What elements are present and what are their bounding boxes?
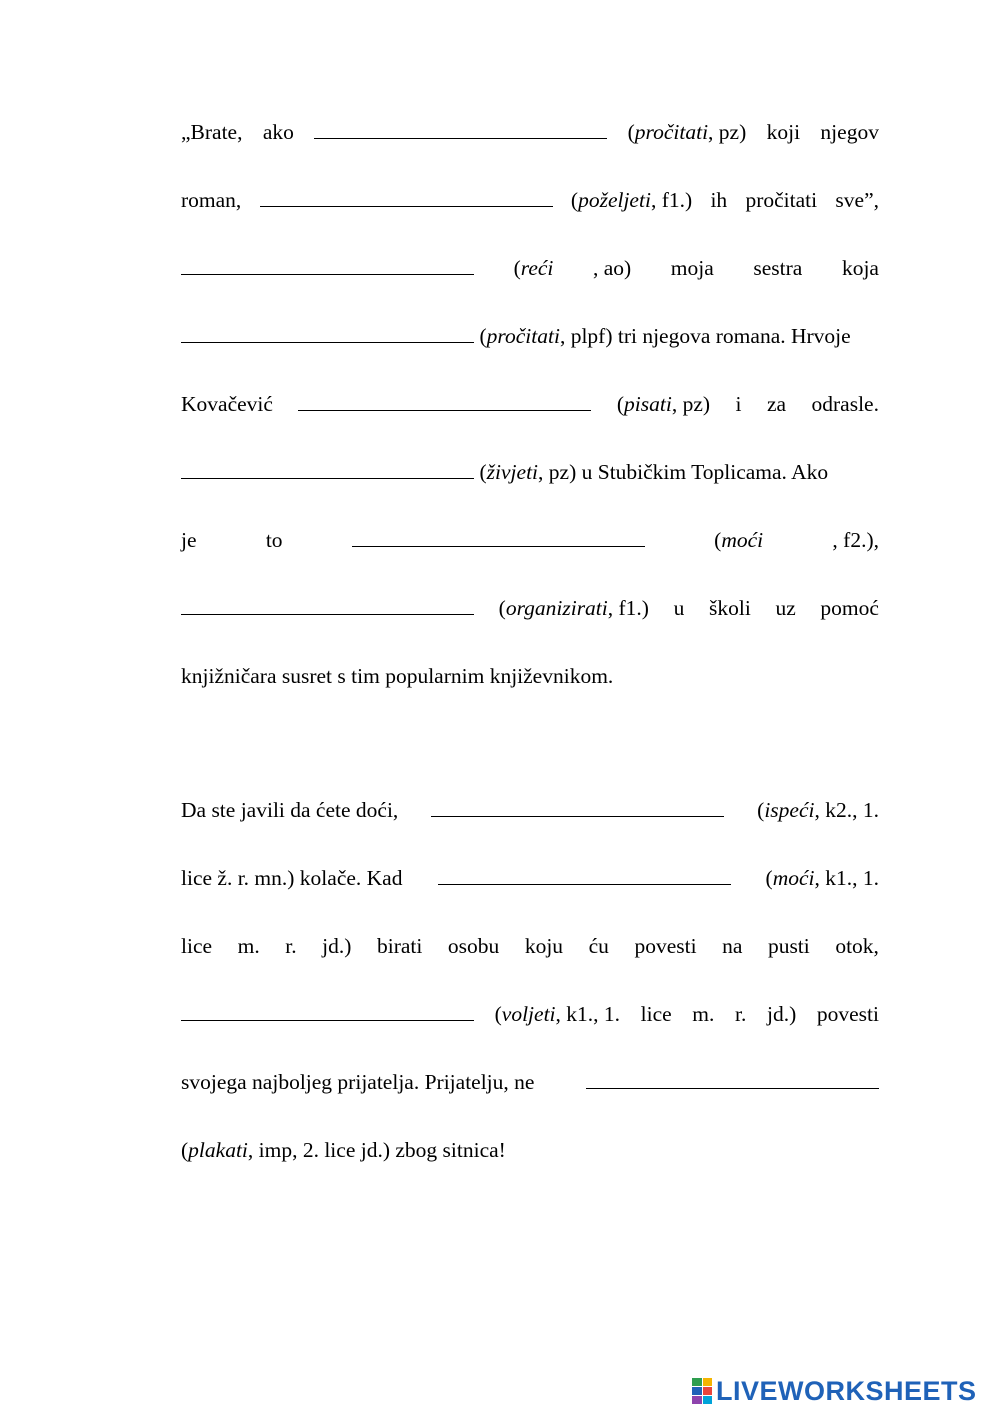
- word: roman,: [181, 188, 242, 212]
- verb-hint: (poželjeti, f1.): [570, 188, 693, 212]
- verb-hint: (pročitati, plpf) tri njegova romana. Hrvoje: [479, 324, 851, 348]
- word: na: [722, 934, 743, 958]
- text-line: [181, 460, 879, 490]
- text-line: [181, 324, 879, 354]
- word: Da ste javili da ćete doći,: [181, 798, 399, 822]
- word: m.: [237, 934, 260, 958]
- word: m.: [692, 1002, 715, 1026]
- word: , f2.),: [832, 528, 879, 552]
- answer-blank[interactable]: [298, 409, 591, 411]
- word: lice ž. r. mn.) kolače. Kad: [181, 866, 403, 890]
- word: pomoć: [820, 596, 879, 620]
- verb-hint: (reći: [513, 256, 554, 280]
- word: ako: [262, 120, 294, 144]
- answer-blank[interactable]: [181, 341, 474, 343]
- verb-hint: (pročitati, pz): [627, 120, 747, 144]
- word: lice: [640, 1002, 672, 1026]
- logo-grid-icon: [692, 1378, 712, 1404]
- liveworksheets-logo: [692, 1374, 977, 1408]
- verb-hint: (voljeti, k1., 1.: [494, 1002, 621, 1026]
- word: povesti: [634, 934, 697, 958]
- word: birati: [376, 934, 423, 958]
- word: u: [673, 596, 685, 620]
- verb-hint: (pisati, pz): [616, 392, 711, 416]
- text-line: [181, 866, 879, 896]
- word: povesti: [816, 1002, 879, 1026]
- text-line: [181, 798, 879, 828]
- text-line: [181, 664, 879, 694]
- text-line: [181, 1070, 879, 1100]
- text-line: [181, 596, 879, 626]
- verb-hint: (organizirati, f1.): [498, 596, 649, 620]
- answer-blank[interactable]: [260, 205, 553, 207]
- word: jd.): [766, 1002, 797, 1026]
- text-line: [181, 188, 879, 218]
- text-line: [181, 120, 879, 150]
- verb-hint: (živjeti, pz) u Stubičkim Toplicama. Ako: [479, 460, 829, 484]
- text-line: [181, 934, 879, 964]
- answer-blank[interactable]: [431, 815, 724, 817]
- word: Kovačević: [181, 392, 273, 416]
- word: koju: [524, 934, 564, 958]
- word: otok,: [835, 934, 879, 958]
- text-line: [181, 1138, 879, 1168]
- answer-blank[interactable]: [438, 883, 731, 885]
- word: i: [735, 392, 742, 416]
- word: svojega najboljeg prijatelja. Prijatelju, ne: [181, 1070, 535, 1094]
- verb-hint: (plakati, imp, 2. lice jd.) zbog sitnica!: [181, 1138, 506, 1162]
- word: uz: [775, 596, 796, 620]
- answer-blank[interactable]: [314, 137, 607, 139]
- word: odrasle.: [811, 392, 879, 416]
- word: sve”,: [835, 188, 879, 212]
- word: koja: [841, 256, 879, 280]
- word: knjižničara susret s tim popularnim književnikom.: [181, 664, 614, 688]
- word: ću: [588, 934, 609, 958]
- word: , ao): [593, 256, 632, 280]
- text-line: [181, 1002, 879, 1032]
- verb-hint: (moći, k1., 1.: [765, 866, 879, 890]
- logo-text: LIVEWORKSHEETS: [716, 1375, 977, 1406]
- word: pusti: [767, 934, 810, 958]
- answer-blank[interactable]: [181, 477, 474, 479]
- answer-blank[interactable]: [352, 545, 645, 547]
- text-line: [181, 528, 879, 558]
- word: pročitati: [745, 188, 818, 212]
- word: za: [766, 392, 787, 416]
- word: koji: [766, 120, 801, 144]
- answer-blank[interactable]: [181, 273, 474, 275]
- word: njegov: [820, 120, 879, 144]
- word: to: [265, 528, 283, 552]
- verb-hint: (ispeći, k2., 1.: [757, 798, 879, 822]
- word: školi: [709, 596, 751, 620]
- answer-blank[interactable]: [586, 1087, 879, 1089]
- text-line: [181, 256, 879, 286]
- word: osobu: [447, 934, 500, 958]
- word: r.: [285, 934, 297, 958]
- text-line: [181, 392, 879, 422]
- answer-blank[interactable]: [181, 613, 474, 615]
- word: lice: [181, 934, 213, 958]
- word: ih: [710, 188, 728, 212]
- verb-hint: (moći: [714, 528, 764, 552]
- word: r.: [735, 1002, 747, 1026]
- word: jd.): [322, 934, 352, 958]
- answer-blank[interactable]: [181, 1019, 474, 1021]
- word: „Brate,: [181, 120, 243, 144]
- word: sestra: [753, 256, 803, 280]
- word: je: [181, 528, 197, 552]
- word: moja: [670, 256, 714, 280]
